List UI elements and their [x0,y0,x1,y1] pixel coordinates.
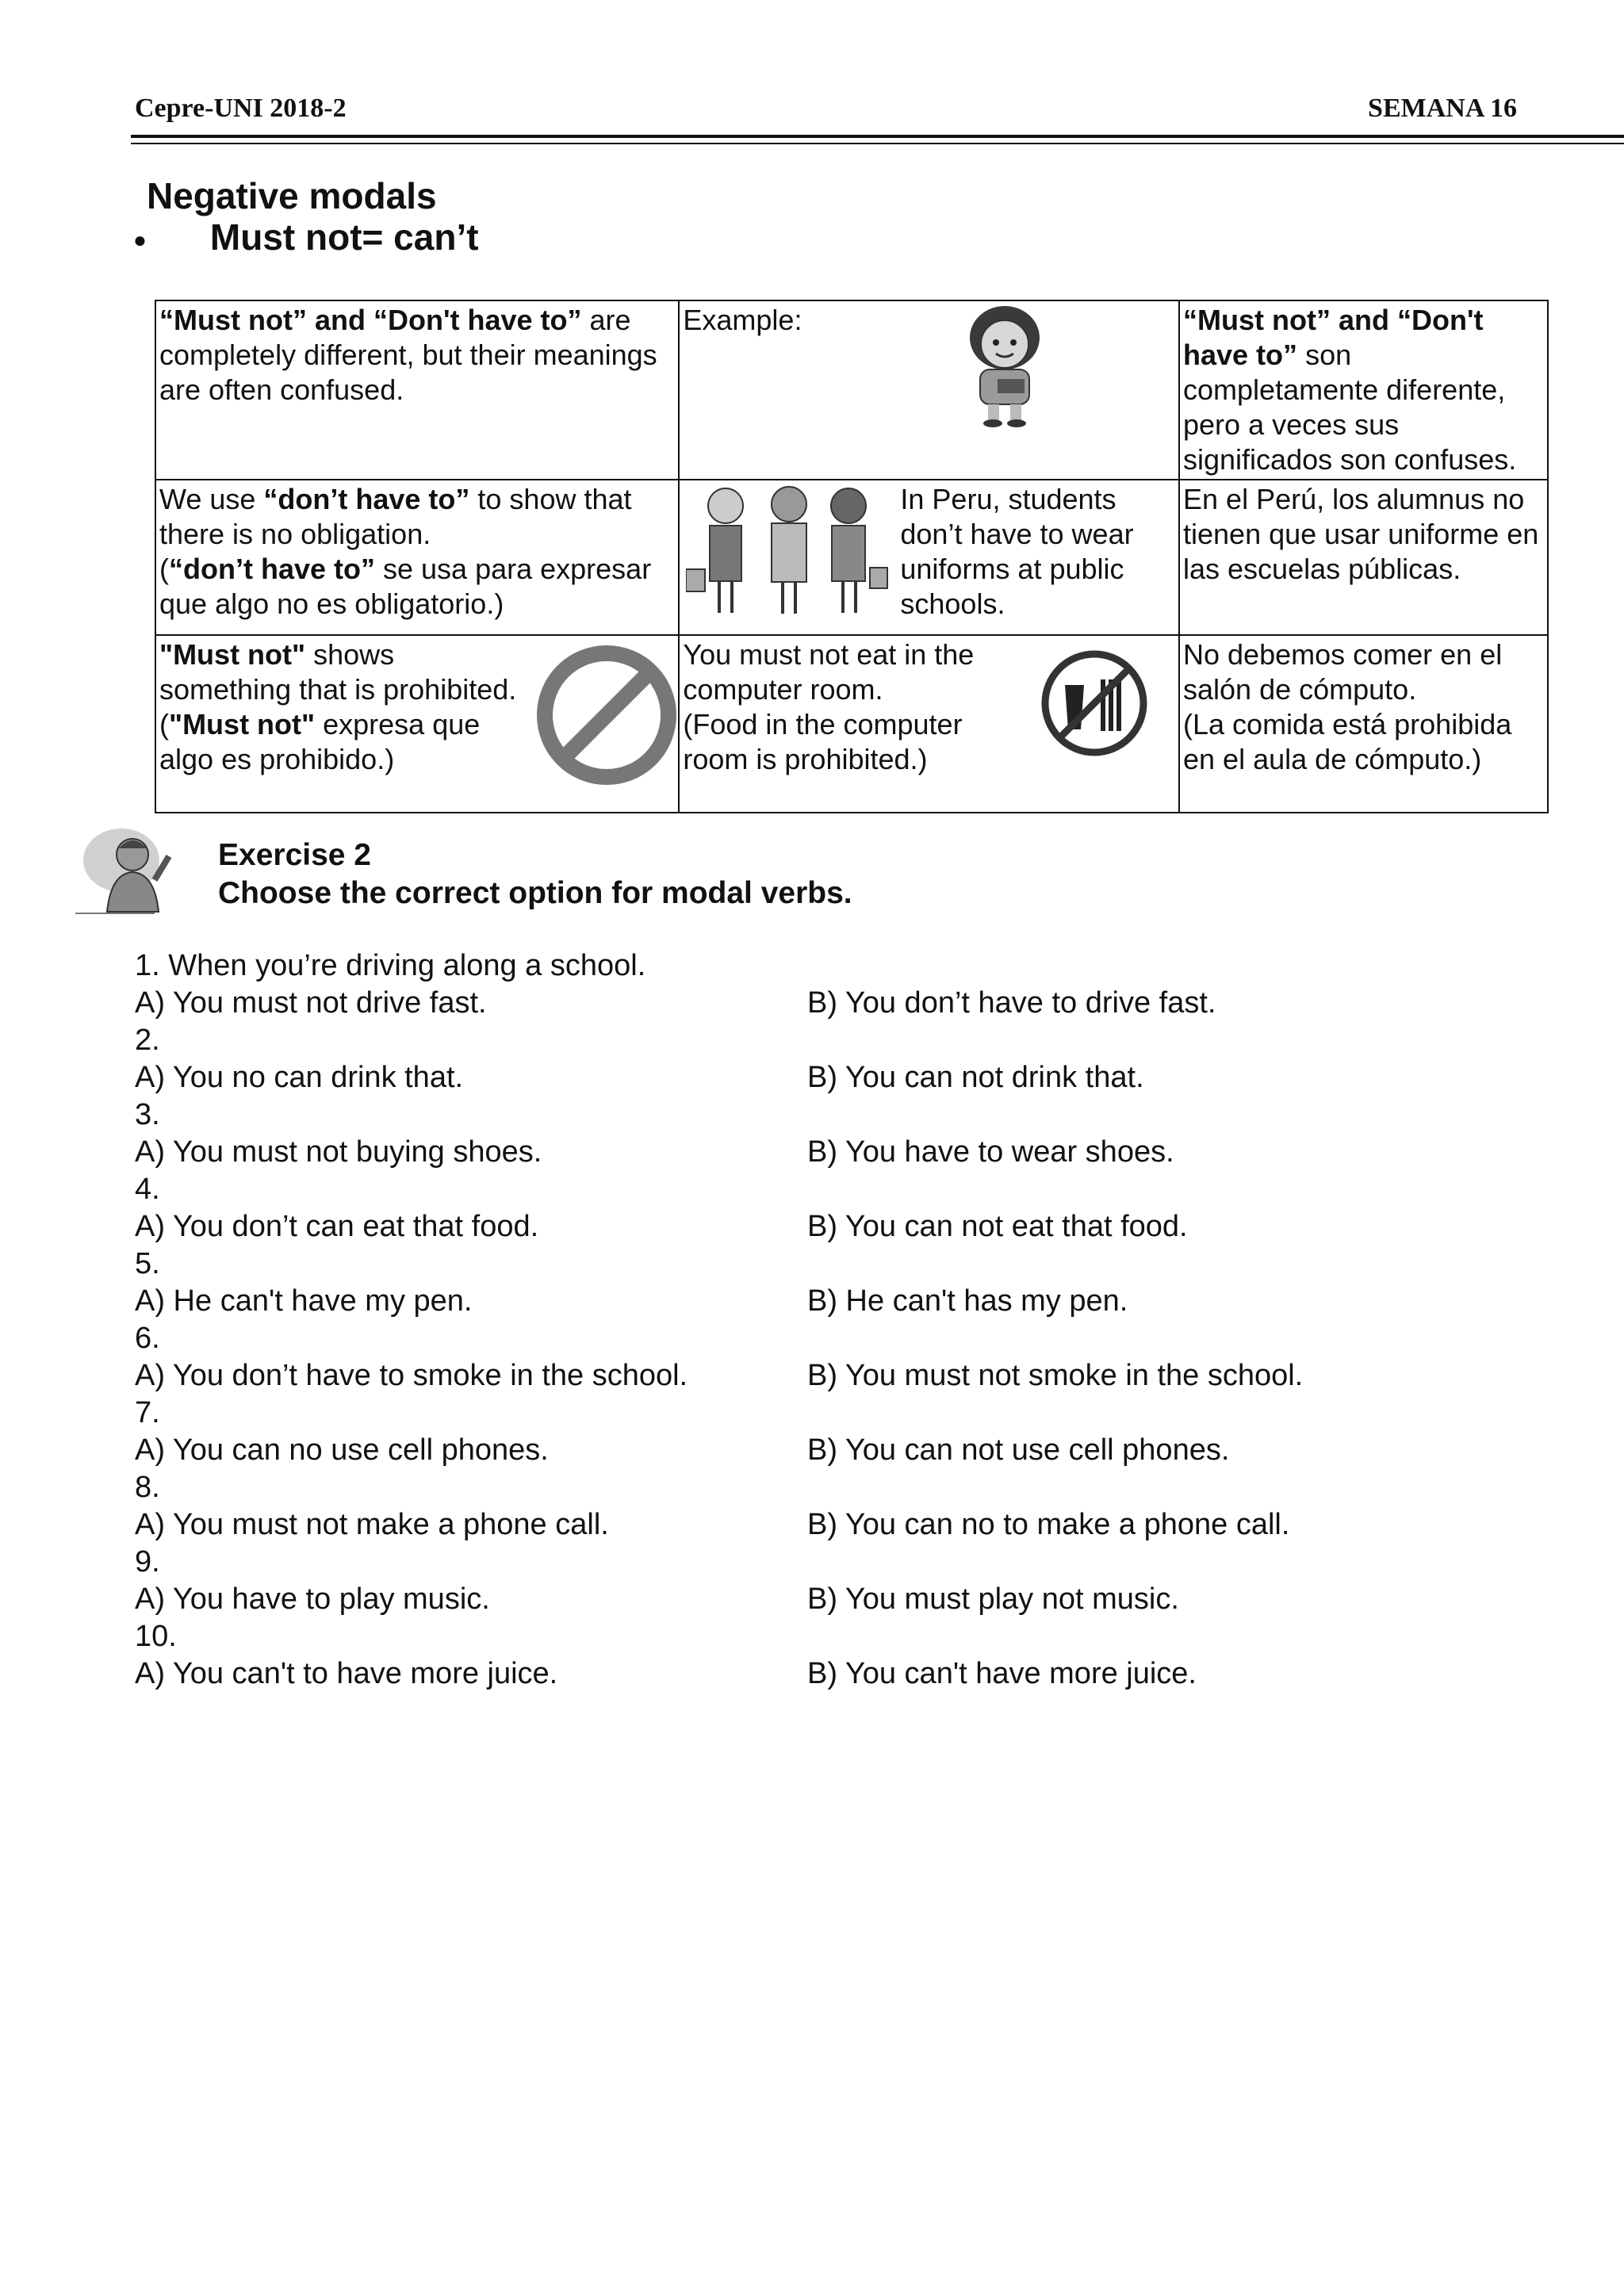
list-item [135,1246,1483,1320]
header-right: SEMANA 16 [1368,94,1517,123]
cell-text: son completamente diferente, pero a veces sus significados son confuses. [1183,339,1517,476]
cell-text: No debemos comer en el salón de cómputo. [1183,638,1503,706]
list-item [135,1171,1483,1246]
question-number: 7. [135,1396,160,1429]
cell-text: In Peru, students don’t have to wear uniforms at public schools. [900,483,1134,620]
option-b: B) He can't has my pen. [807,1284,1128,1318]
option-a: A) You have to play music. [135,1582,490,1616]
list-item [135,1022,1483,1096]
table-row [155,480,1548,635]
cell-text: You must not eat in the computer room. [683,638,975,706]
option-a: A) You must not buying shoes. [135,1135,542,1169]
cell-bold-text: "Must not" [169,708,316,740]
option-b: B) You have to wear shoes. [807,1135,1174,1169]
table-cell [1179,635,1548,813]
question-number: 10. [135,1620,177,1653]
option-a: A) He can't have my pen. [135,1284,473,1318]
list-item [135,1618,1483,1693]
table-cell [155,480,679,635]
cell-text: ( [159,708,169,740]
list-item [135,1395,1483,1469]
question-number: 6. [135,1322,160,1355]
bullet-text: Must not= can’t [209,216,479,258]
question-number: 9. [135,1545,160,1578]
no-food-icon [1035,644,1154,763]
table-cell [679,480,1179,635]
table-cell [679,300,1179,480]
question-number: 1. When you’re driving along a school. [135,949,646,982]
table-row [155,300,1548,480]
cell-bold-text: “don’t have to” [263,483,470,515]
option-b: B) You can not eat that food. [807,1210,1188,1243]
exercise-heading [218,836,852,913]
cell-bold-text: “Must not” and “Don't have to” [1183,304,1484,371]
option-b: B) You must not smoke in the school. [807,1359,1304,1392]
question-number: 2. [135,1024,160,1057]
option-a: A) You must not make a phone call. [135,1508,609,1541]
option-b: B) You can not drink that. [807,1061,1144,1094]
list-item [135,1096,1483,1171]
schoolchildren-icon [686,482,892,625]
cell-bold-text: “Must not” and “Don't have to” [159,304,582,336]
header-rule-thin [131,143,1624,144]
question-number: 4. [135,1173,160,1206]
cell-text: se usa para expresar que algo no es obligatorio.) [159,553,652,620]
option-b: B) You can no to make a phone call. [807,1508,1290,1541]
option-b: B) You don’t have to drive fast. [807,986,1216,1020]
table-cell [155,635,679,813]
cell-text: En el Perú, los alumnus no tienen que usar uniforme en las escuelas públicas. [1183,483,1539,585]
table-cell [679,635,1179,813]
cell-text: to show that there is no obligation. [159,483,632,550]
question-number: 8. [135,1471,160,1504]
bullet-dot-icon: ● [133,227,147,252]
list-item [135,1320,1483,1395]
option-a: A) You can't to have more juice. [135,1657,558,1690]
option-a: A) You must not drive fast. [135,986,487,1020]
cell-text: ( [159,553,169,585]
question-number: 3. [135,1098,160,1131]
page-title: Negative modals [147,175,437,216]
modals-table [155,300,1549,813]
option-a: A) You no can drink that. [135,1061,464,1094]
cell-text: We use [159,483,264,515]
cell-text: Example: [683,304,802,336]
teacher-avatar-icon [75,825,186,920]
list-item [135,1544,1483,1618]
exercise-title: Exercise 2 [218,838,372,872]
option-b: B) You can not use cell phones. [807,1433,1230,1467]
header-left: Cepre-UNI 2018-2 [135,94,347,123]
prohibited-sign-icon [535,644,678,786]
list-item [135,947,1483,1022]
cell-bold-text: “don’t have to” [169,553,375,585]
option-a: A) You can no use cell phones. [135,1433,549,1467]
cell-text: expresa que algo es prohibido.) [159,708,481,775]
option-b: B) You must play not music. [807,1582,1179,1616]
cell-bold-text: "Must not" [159,638,306,671]
header-rule-thick [131,135,1624,138]
cell-text: (Food in the computer room is prohibited.) [683,708,963,775]
table-cell [1179,480,1548,635]
option-a: A) You don’t have to smoke in the school. [135,1359,688,1392]
option-b: B) You can't have more juice. [807,1657,1197,1690]
bullet-item [133,216,479,258]
cell-text: (La comida está prohibida en el aula de cómputo.) [1183,708,1512,775]
questions-list [135,947,1483,1693]
list-item [135,1469,1483,1544]
cell-text: are completely different, but their meanings are often confused. [159,304,657,406]
cell-text: shows something that is prohibited. [159,638,517,706]
table-row [155,635,1548,813]
question-number: 5. [135,1247,160,1280]
exercise-instruction: Choose the correct option for modal verbs. [218,876,852,910]
table-cell [155,300,679,480]
option-a: A) You don’t can eat that food. [135,1210,539,1243]
table-cell [1179,300,1548,480]
